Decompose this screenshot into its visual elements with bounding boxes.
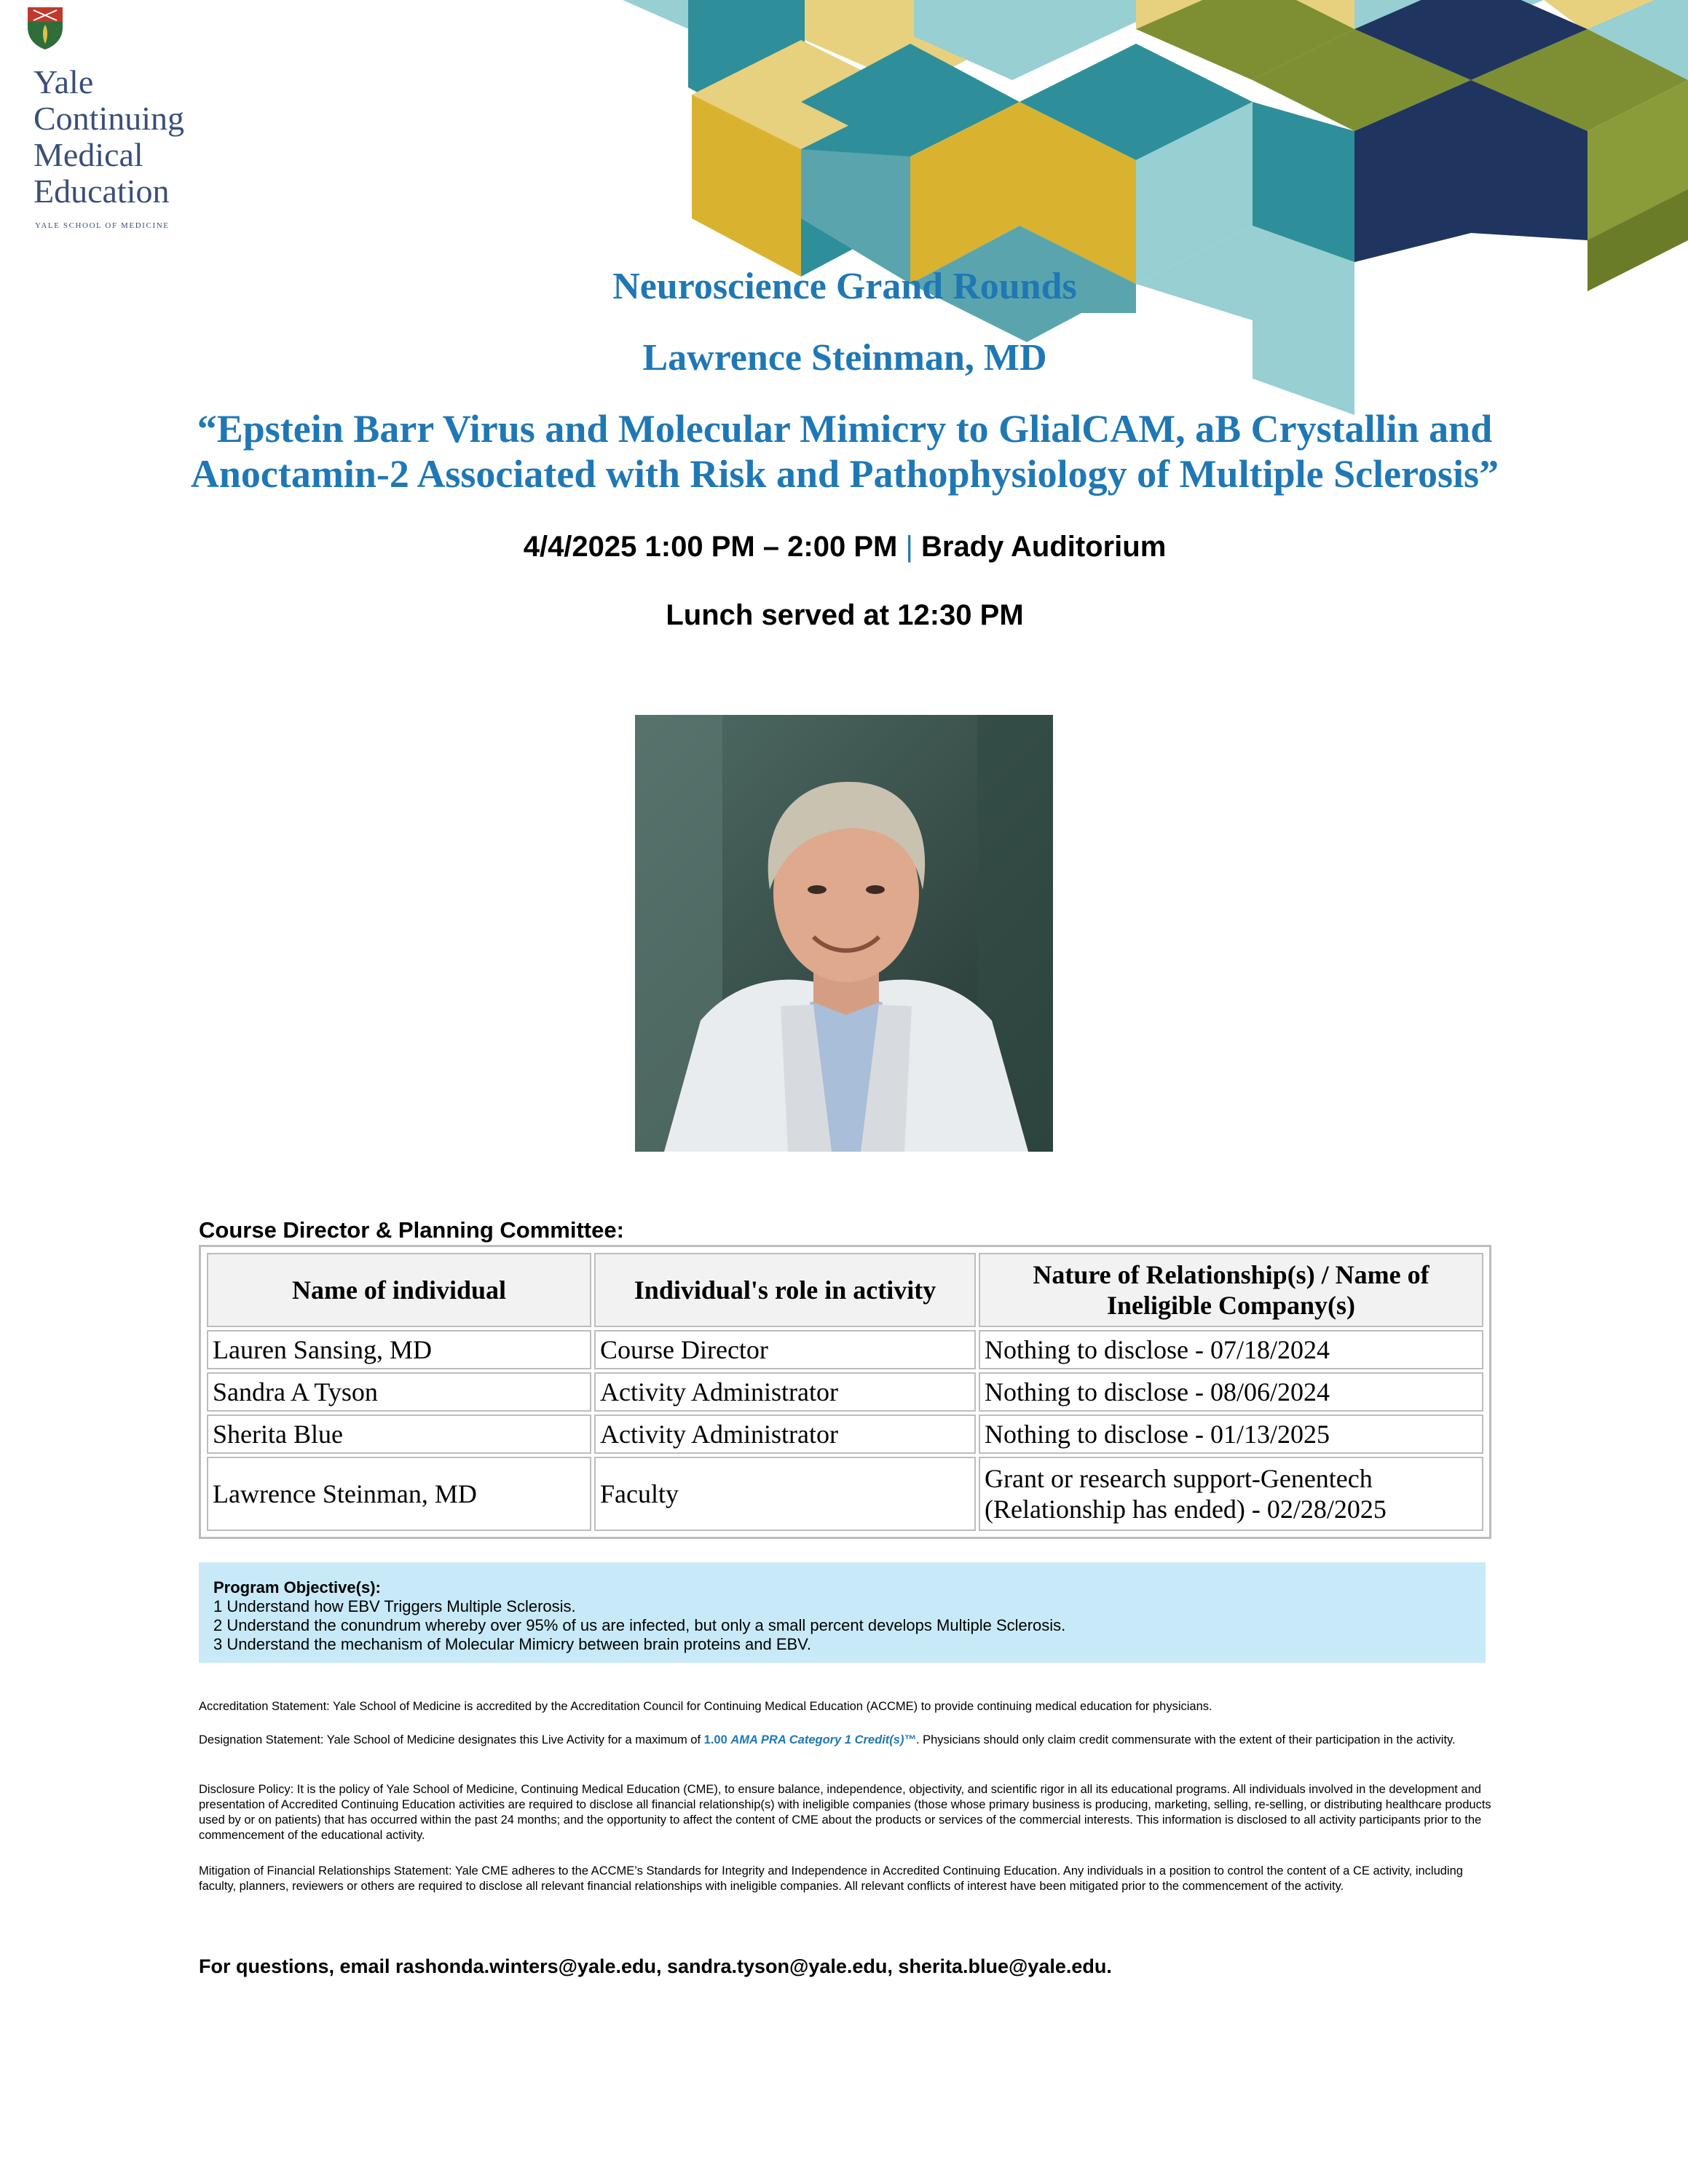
event-header (160, 264, 1529, 633)
table-cell: Sandra A Tyson (207, 1372, 591, 1412)
logo-wordmark (33, 64, 184, 210)
event-datetime-location (160, 529, 1529, 565)
credit-amount (704, 1733, 916, 1746)
table-row (207, 1457, 1483, 1531)
table-cell: Nothing to disclose - 01/13/2025 (979, 1415, 1483, 1454)
speaker-name: Lawrence Steinman, MD (642, 337, 1047, 379)
table-cell: Lauren Sansing, MD (207, 1330, 591, 1369)
logo-line: Continuing (33, 100, 185, 137)
table-row (207, 1372, 1483, 1412)
column-header: Individual's role in activity (594, 1253, 976, 1327)
talk-title: “Epstein Barr Virus and Molecular Mimicry to GlialCAM, aB Crystallin and Anoctamin-2 Associated with Risk and Pathophysiology of Multiple Sclerosis” (190, 407, 1499, 496)
table-cell: Faculty (594, 1457, 976, 1531)
lunch-note: Lunch served at 12:30 PM (666, 599, 1024, 631)
separator: | (905, 531, 913, 563)
event-location: Brady Auditorium (920, 531, 1167, 563)
table-header-row (207, 1253, 1483, 1327)
objective-item: 1 Understand how EBV Triggers Multiple Sclerosis. (213, 1597, 576, 1615)
column-header: Name of individual (207, 1253, 591, 1327)
table-cell: Activity Administrator (594, 1415, 976, 1454)
table-cell: Grant or research support-Genentech (Relationship has ended) - 02/28/2025 (979, 1457, 1483, 1531)
accreditation-statement: Accreditation Statement: Yale School of Medicine is accredited by the Accreditation Council for Continuing Medical Education (ACCME) to provide continuing medical education for physicians. (199, 1700, 1212, 1713)
table-row (207, 1415, 1483, 1454)
table-cell: Nothing to disclose - 07/18/2024 (979, 1330, 1483, 1369)
credit-name: AMA PRA Category 1 Credit(s)™ (730, 1733, 916, 1746)
logo-subtitle: YALE SCHOOL OF MEDICINE (35, 221, 170, 230)
committee-heading: Course Director & Planning Committee: (199, 1217, 624, 1243)
committee-table (199, 1245, 1491, 1539)
table-row (207, 1330, 1483, 1369)
program-objectives (199, 1562, 1486, 1663)
designation-text-end: . Physicians should only claim credit commensurate with the extent of their participation in the activity. (915, 1733, 1456, 1746)
contact-info: For questions, email rashonda.winters@yale.edu, sandra.tyson@yale.edu, sherita.blue@yale.edu. (199, 1955, 1112, 1977)
objectives-heading: Program Objective(s): (213, 1578, 381, 1597)
table-cell: Activity Administrator (594, 1372, 976, 1412)
series-title: Neuroscience Grand Rounds (612, 266, 1077, 307)
logo-line: Education (33, 173, 170, 210)
table-cell: Lawrence Steinman, MD (207, 1457, 591, 1531)
table-cell: Nothing to disclose - 08/06/2024 (979, 1372, 1483, 1412)
credit-number: 1.00 (703, 1733, 727, 1746)
table-cell: Course Director (594, 1330, 976, 1369)
speaker-photo (635, 715, 1053, 1152)
objective-item: 3 Understand the mechanism of Molecular Mimicry between brain proteins and EBV. (213, 1635, 811, 1653)
table-cell: Sherita Blue (207, 1415, 591, 1454)
event-datetime: 4/4/2025 1:00 PM – 2:00 PM (523, 531, 898, 563)
column-header: Nature of Relationship(s) / Name of Ineligible Company(s) (979, 1253, 1483, 1327)
designation-text: Designation Statement: Yale School of Medicine designates this Live Activity for a maximum of (199, 1733, 704, 1746)
mitigation-statement: Mitigation of Financial Relationships Statement: Yale CME adheres to the ACCME’s Standards for Integrity and Independence in Accredited Continuing Education. Any individuals in a position to control the content of a CE activity, including faculty, planners, reviewers or others are required to disclose all relevant financial relationships with ineligible companies. All relevant conflicts of interest have been mitigated prior to the commencement of the activity. (199, 1864, 1463, 1893)
logo-line: Yale (33, 63, 94, 100)
designation-statement (199, 1733, 1491, 1748)
yale-shield-icon (26, 6, 64, 51)
objective-item: 2 Understand the conundrum whereby over 95% of us are infected, but only a small percent develops Multiple Sclerosis. (213, 1616, 1066, 1634)
disclosure-policy: Disclosure Policy: It is the policy of Yale School of Medicine, Continuing Medical Education (CME), to ensure balance, independence, objectivity, and scientific rigor in all its educational programs. All individuals involved in the development and presentation of Accredited Continuing Education activities are required to disclose all financial relationship(s) with ineligible companies (those whose primary business is producing, marketing, selling, re-selling, or distributing healthcare products used by or on patients) that has occurred within the past 24 months; and the opportunity to affect the content of CME about the products or services of the commercial interests. This information is disclosed to all activity participants prior to the commencement of the educational activity. (199, 1783, 1491, 1842)
logo-line: Medical (33, 136, 143, 173)
